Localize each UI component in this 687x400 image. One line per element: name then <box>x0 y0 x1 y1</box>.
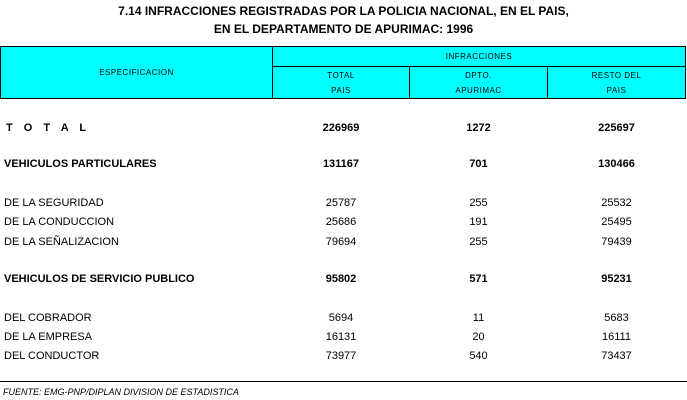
table-row-vehiculos-particulares <box>0 156 687 172</box>
table-row <box>0 195 687 211</box>
header-resto-pais-line-2: PAIS <box>606 85 627 95</box>
row-resto-pais: 16111 <box>602 331 631 343</box>
row-dpto-apurimac: 571 <box>469 273 488 285</box>
row-total-pais: 16131 <box>325 331 357 343</box>
table-row <box>0 310 687 326</box>
row-dpto-apurimac: 20 <box>472 331 485 343</box>
row-resto-pais: 130466 <box>598 158 635 170</box>
header-dpto-apurimac <box>409 66 548 99</box>
row-dpto-apurimac: 701 <box>469 158 488 170</box>
row-label: DE LA EMPRESA <box>4 331 93 343</box>
table-row-total <box>0 120 687 136</box>
table-row <box>0 329 687 345</box>
header-total-pais-line-1: TOTAL <box>327 70 355 80</box>
row-label: DE LA SEÑALIZACION <box>4 236 119 248</box>
header-dpto-apurimac-line-1: DPTO. <box>465 70 492 80</box>
source-note: FUENTE: EMG-PNP/DIPLAN DIVISION DE ESTADISTICA <box>3 387 239 397</box>
header-resto-pais-line-1: RESTO DEL <box>591 70 642 80</box>
header-dpto-apurimac-line-2: APURIMAC <box>455 85 502 95</box>
row-label: T O T A L <box>6 122 91 134</box>
row-label: DE LA CONDUCCION <box>4 216 115 228</box>
row-total-pais: 25787 <box>325 197 357 209</box>
row-dpto-apurimac: 1272 <box>466 122 491 134</box>
row-label: VEHICULOS DE SERVICIO PUBLICO <box>4 273 195 285</box>
row-resto-pais: 95231 <box>601 273 632 285</box>
table-row <box>0 214 687 230</box>
row-resto-pais: 79439 <box>601 236 632 248</box>
header-infracciones: INFRACCIONES <box>272 46 686 67</box>
row-total-pais: 131167 <box>322 158 360 170</box>
row-total-pais: 95802 <box>325 273 357 285</box>
row-total-pais: 79694 <box>325 236 357 248</box>
row-dpto-apurimac: 540 <box>469 350 488 362</box>
row-label: DEL COBRADOR <box>4 312 92 324</box>
row-label: DE LA SEGURIDAD <box>4 197 104 209</box>
page-title-line-1: 7.14 INFRACCIONES REGISTRADAS POR LA POLICIA NACIONAL, EN EL PAIS, <box>118 4 569 18</box>
row-resto-pais: 73437 <box>601 350 632 362</box>
footer-divider <box>0 381 687 382</box>
row-total-pais: 5694 <box>328 312 354 324</box>
row-dpto-apurimac: 255 <box>469 236 488 248</box>
header-resto-pais <box>547 66 686 99</box>
row-label: DEL CONDUCTOR <box>4 350 100 362</box>
row-total-pais: 25686 <box>325 216 357 228</box>
row-resto-pais: 225697 <box>598 122 635 134</box>
row-resto-pais: 5683 <box>604 312 629 324</box>
table-row <box>0 348 687 364</box>
table-row <box>0 234 687 250</box>
header-especificacion: ESPECIFICACION <box>0 46 273 99</box>
page-title-line-2: EN EL DEPARTAMENTO DE APURIMAC: 1996 <box>213 22 474 36</box>
row-dpto-apurimac: 255 <box>469 197 488 209</box>
header-total-pais <box>272 66 410 99</box>
row-resto-pais: 25495 <box>601 216 632 228</box>
row-resto-pais: 25532 <box>601 197 632 209</box>
table-row-vehiculos-servicio-publico <box>0 271 687 287</box>
header-total-pais-line-2: PAIS <box>331 85 351 95</box>
row-total-pais: 226969 <box>322 122 360 134</box>
row-total-pais: 73977 <box>325 350 357 362</box>
row-label: VEHICULOS PARTICULARES <box>4 158 157 170</box>
row-dpto-apurimac: 11 <box>472 312 485 324</box>
row-dpto-apurimac: 191 <box>469 216 488 228</box>
